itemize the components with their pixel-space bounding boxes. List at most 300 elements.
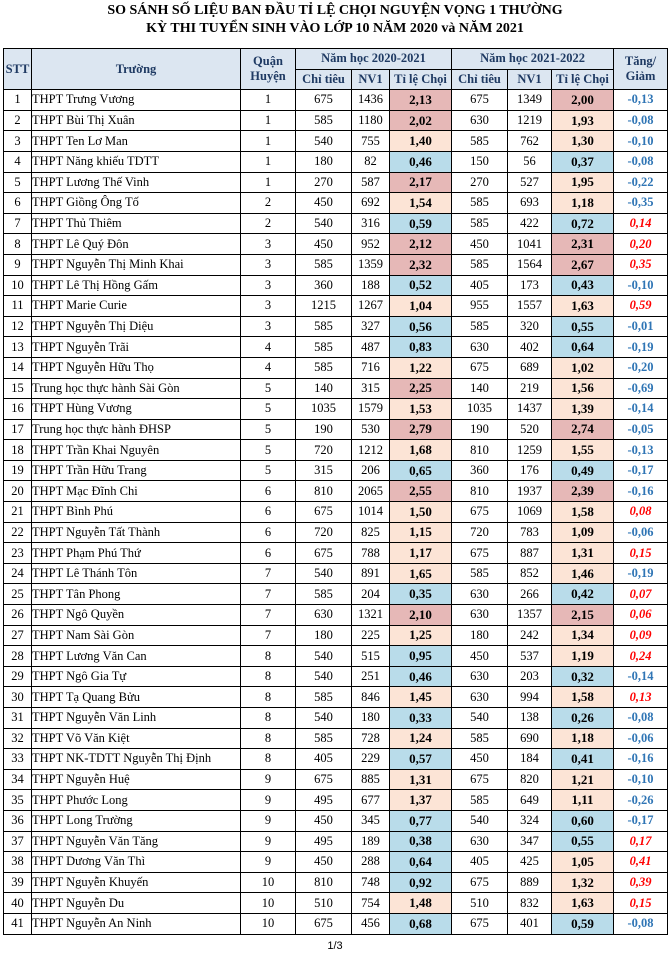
table-row [4, 646, 668, 667]
page-number: 1/3 [327, 940, 343, 952]
district: 4 [241, 357, 296, 378]
row-stt: 31 [4, 708, 32, 729]
header-ratio-2020: Tỉ lệ Chọi [390, 69, 452, 90]
ratio-2021: 1,30 [552, 131, 614, 152]
nv1-2021: 138 [508, 708, 552, 729]
ratio-2020: 1,50 [390, 502, 452, 523]
quota-2021: 405 [452, 275, 508, 296]
ratio-2021: 0,32 [552, 666, 614, 687]
school-name: THPT Nguyễn Văn Tăng [32, 831, 241, 852]
nv1-2021: 1357 [508, 605, 552, 626]
ratio-2021: 2,74 [552, 419, 614, 440]
table-row [4, 419, 668, 440]
table-row [4, 110, 668, 131]
row-stt: 33 [4, 749, 32, 770]
row-stt: 29 [4, 666, 32, 687]
nv1-2020: 251 [352, 666, 390, 687]
district: 6 [241, 502, 296, 523]
quota-2021: 585 [452, 254, 508, 275]
ratio-2020: 0,68 [390, 913, 452, 934]
quota-2020: 675 [296, 543, 352, 564]
nv1-2020: 754 [352, 893, 390, 914]
row-stt: 9 [4, 254, 32, 275]
row-stt: 34 [4, 769, 32, 790]
table-row [4, 584, 668, 605]
quota-2021: 630 [452, 831, 508, 852]
table-body [4, 90, 668, 934]
district: 6 [241, 522, 296, 543]
quota-2021: 630 [452, 605, 508, 626]
quota-2021: 675 [452, 502, 508, 523]
quota-2021: 675 [452, 769, 508, 790]
change-value: -0,06 [614, 522, 668, 543]
school-name: THPT Tân Phong [32, 584, 241, 605]
quota-2021: 955 [452, 296, 508, 317]
row-stt: 10 [4, 275, 32, 296]
document-title-line2: KỲ THI TUYỂN SINH VÀO LỚP 10 NĂM 2020 và NĂM 2021 [146, 21, 524, 36]
nv1-2020: 82 [352, 151, 390, 172]
quota-2021: 585 [452, 563, 508, 584]
ratio-2020: 2,02 [390, 110, 452, 131]
quota-2020: 675 [296, 502, 352, 523]
header-nv1-2021: NV1 [508, 69, 552, 90]
district: 10 [241, 913, 296, 934]
header-quota-2021: Chỉ tiêu [452, 69, 508, 90]
nv1-2020: 952 [352, 234, 390, 255]
quota-2021: 675 [452, 543, 508, 564]
quota-2021: 585 [452, 213, 508, 234]
nv1-2020: 225 [352, 625, 390, 646]
school-name: THPT Phạm Phú Thứ [32, 543, 241, 564]
ratio-2021: 1,55 [552, 440, 614, 461]
nv1-2020: 1212 [352, 440, 390, 461]
nv1-2020: 1267 [352, 296, 390, 317]
ratio-2021: 2,31 [552, 234, 614, 255]
nv1-2020: 204 [352, 584, 390, 605]
change-value: -0,19 [614, 563, 668, 584]
table-row [4, 790, 668, 811]
row-stt: 32 [4, 728, 32, 749]
ratio-2020: 0,52 [390, 275, 452, 296]
quota-2021: 630 [452, 337, 508, 358]
ratio-2020: 1,24 [390, 728, 452, 749]
ratio-2021: 1,18 [552, 193, 614, 214]
change-value: -0,20 [614, 357, 668, 378]
nv1-2020: 456 [352, 913, 390, 934]
nv1-2021: 889 [508, 872, 552, 893]
ratio-2021: 2,39 [552, 481, 614, 502]
ratio-2020: 1,53 [390, 399, 452, 420]
change-value: 0,39 [614, 872, 668, 893]
change-value: 0,41 [614, 852, 668, 873]
header-nv1-2020: NV1 [352, 69, 390, 90]
change-value: -0,08 [614, 151, 668, 172]
quota-2021: 810 [452, 440, 508, 461]
row-stt: 37 [4, 831, 32, 852]
nv1-2021: 820 [508, 769, 552, 790]
school-name: THPT Năng khiếu TDTT [32, 151, 241, 172]
district: 6 [241, 481, 296, 502]
quota-2020: 585 [296, 337, 352, 358]
ratio-2021: 0,42 [552, 584, 614, 605]
school-name: THPT Nguyễn Thị Diệu [32, 316, 241, 337]
quota-2021: 540 [452, 708, 508, 729]
table-row [4, 831, 668, 852]
change-value: 0,06 [614, 605, 668, 626]
quota-2021: 150 [452, 151, 508, 172]
quota-2021: 585 [452, 316, 508, 337]
ratio-2021: 1,02 [552, 357, 614, 378]
quota-2020: 510 [296, 893, 352, 914]
quota-2020: 180 [296, 151, 352, 172]
header-change: Tăng/ Giảm [614, 49, 668, 90]
quota-2020: 1215 [296, 296, 352, 317]
nv1-2020: 315 [352, 378, 390, 399]
school-name: THPT Phước Long [32, 790, 241, 811]
quota-2021: 190 [452, 419, 508, 440]
table-row [4, 728, 668, 749]
district: 1 [241, 110, 296, 131]
district: 9 [241, 852, 296, 873]
table-row [4, 543, 668, 564]
nv1-2020: 1180 [352, 110, 390, 131]
change-value: -0,06 [614, 728, 668, 749]
table-row [4, 337, 668, 358]
header-quota-2020: Chỉ tiêu [296, 69, 352, 90]
ratio-2021: 2,00 [552, 90, 614, 111]
row-stt: 35 [4, 790, 32, 811]
table-row [4, 749, 668, 770]
quota-2021: 675 [452, 872, 508, 893]
school-name: THPT Nguyễn Trãi [32, 337, 241, 358]
table-row [4, 893, 668, 914]
quota-2021: 450 [452, 749, 508, 770]
school-name: THPT Nguyễn Hữu Thọ [32, 357, 241, 378]
row-stt: 19 [4, 460, 32, 481]
row-stt: 5 [4, 172, 32, 193]
nv1-2020: 1014 [352, 502, 390, 523]
district: 5 [241, 378, 296, 399]
ratio-2020: 1,25 [390, 625, 452, 646]
quota-2020: 810 [296, 481, 352, 502]
table-row [4, 522, 668, 543]
change-value: -0,17 [614, 810, 668, 831]
ratio-2021: 1,58 [552, 502, 614, 523]
table-row [4, 193, 668, 214]
ratio-2020: 1,17 [390, 543, 452, 564]
ratio-2021: 0,64 [552, 337, 614, 358]
ratio-2020: 2,55 [390, 481, 452, 502]
ratio-2020: 2,13 [390, 90, 452, 111]
ratio-2021: 2,67 [552, 254, 614, 275]
district: 7 [241, 584, 296, 605]
district: 8 [241, 666, 296, 687]
change-value: -0,08 [614, 708, 668, 729]
nv1-2021: 1219 [508, 110, 552, 131]
quota-2020: 585 [296, 357, 352, 378]
table-row [4, 131, 668, 152]
ratio-2021: 0,72 [552, 213, 614, 234]
nv1-2020: 180 [352, 708, 390, 729]
change-value: -0,26 [614, 790, 668, 811]
district: 5 [241, 440, 296, 461]
quota-2020: 675 [296, 913, 352, 934]
nv1-2020: 1436 [352, 90, 390, 111]
district: 3 [241, 316, 296, 337]
ratio-2020: 1,04 [390, 296, 452, 317]
ratio-2021: 0,55 [552, 316, 614, 337]
row-stt: 41 [4, 913, 32, 934]
quota-2020: 540 [296, 563, 352, 584]
change-value: 0,59 [614, 296, 668, 317]
quota-2021: 405 [452, 852, 508, 873]
quota-2020: 360 [296, 275, 352, 296]
nv1-2021: 422 [508, 213, 552, 234]
nv1-2020: 188 [352, 275, 390, 296]
quota-2021: 720 [452, 522, 508, 543]
table-row [4, 605, 668, 626]
nv1-2020: 825 [352, 522, 390, 543]
nv1-2021: 690 [508, 728, 552, 749]
ratio-2020: 0,46 [390, 666, 452, 687]
change-value: -0,05 [614, 419, 668, 440]
ratio-2020: 0,59 [390, 213, 452, 234]
school-name: THPT Trần Khai Nguyên [32, 440, 241, 461]
quota-2021: 585 [452, 131, 508, 152]
ratio-2021: 1,05 [552, 852, 614, 873]
ratio-2021: 1,63 [552, 296, 614, 317]
ratio-2020: 0,77 [390, 810, 452, 831]
nv1-2020: 229 [352, 749, 390, 770]
nv1-2021: 401 [508, 913, 552, 934]
table-row [4, 852, 668, 873]
table-row [4, 625, 668, 646]
nv1-2021: 1557 [508, 296, 552, 317]
school-name: THPT Lương Thế Vinh [32, 172, 241, 193]
nv1-2021: 402 [508, 337, 552, 358]
district: 6 [241, 543, 296, 564]
ratio-2020: 0,57 [390, 749, 452, 770]
nv1-2021: 783 [508, 522, 552, 543]
quota-2021: 630 [452, 687, 508, 708]
quota-2021: 585 [452, 728, 508, 749]
header-district: Quận Huyện [241, 49, 296, 90]
row-stt: 27 [4, 625, 32, 646]
quota-2021: 630 [452, 666, 508, 687]
district: 10 [241, 872, 296, 893]
ratio-2021: 2,15 [552, 605, 614, 626]
ratio-2020: 2,10 [390, 605, 452, 626]
change-value: 0,15 [614, 893, 668, 914]
quota-2020: 585 [296, 687, 352, 708]
table-row [4, 810, 668, 831]
ratio-2021: 1,09 [552, 522, 614, 543]
table-row [4, 399, 668, 420]
school-name: THPT Giồng Ông Tố [32, 193, 241, 214]
table-row [4, 172, 668, 193]
quota-2020: 190 [296, 419, 352, 440]
district: 7 [241, 605, 296, 626]
row-stt: 12 [4, 316, 32, 337]
ratio-2021: 0,60 [552, 810, 614, 831]
nv1-2021: 689 [508, 357, 552, 378]
nv1-2020: 1321 [352, 605, 390, 626]
quota-2021: 140 [452, 378, 508, 399]
nv1-2020: 755 [352, 131, 390, 152]
ratio-2021: 1,46 [552, 563, 614, 584]
quota-2021: 180 [452, 625, 508, 646]
nv1-2021: 994 [508, 687, 552, 708]
row-stt: 1 [4, 90, 32, 111]
header-year-2020: Năm học 2020-2021 [296, 49, 452, 70]
ratio-2021: 0,26 [552, 708, 614, 729]
quota-2020: 720 [296, 440, 352, 461]
row-stt: 26 [4, 605, 32, 626]
quota-2020: 450 [296, 234, 352, 255]
ratio-2020: 1,37 [390, 790, 452, 811]
table-row [4, 378, 668, 399]
school-name: THPT Dương Văn Thì [32, 852, 241, 873]
table-row [4, 90, 668, 111]
ratio-2020: 0,92 [390, 872, 452, 893]
nv1-2020: 487 [352, 337, 390, 358]
row-stt: 21 [4, 502, 32, 523]
row-stt: 24 [4, 563, 32, 584]
quota-2020: 810 [296, 872, 352, 893]
nv1-2021: 832 [508, 893, 552, 914]
nv1-2021: 242 [508, 625, 552, 646]
change-value: -0,16 [614, 749, 668, 770]
ratio-2021: 0,49 [552, 460, 614, 481]
ratio-2021: 1,56 [552, 378, 614, 399]
school-name: THPT Lê Quý Đôn [32, 234, 241, 255]
nv1-2021: 320 [508, 316, 552, 337]
school-name: THPT Nguyễn Khuyến [32, 872, 241, 893]
district: 8 [241, 708, 296, 729]
nv1-2021: 184 [508, 749, 552, 770]
quota-2020: 405 [296, 749, 352, 770]
table-row [4, 357, 668, 378]
nv1-2021: 56 [508, 151, 552, 172]
district: 1 [241, 90, 296, 111]
school-name: THPT Nguyễn Du [32, 893, 241, 914]
quota-2020: 540 [296, 646, 352, 667]
row-stt: 14 [4, 357, 32, 378]
quota-2020: 450 [296, 810, 352, 831]
header-school: Trường [32, 49, 241, 90]
quota-2021: 360 [452, 460, 508, 481]
nv1-2021: 520 [508, 419, 552, 440]
header-stt: STT [4, 49, 32, 90]
change-value: 0,20 [614, 234, 668, 255]
quota-2020: 675 [296, 90, 352, 111]
ratio-2020: 0,33 [390, 708, 452, 729]
quota-2020: 180 [296, 625, 352, 646]
ratio-2021: 1,31 [552, 543, 614, 564]
table-row [4, 440, 668, 461]
quota-2020: 630 [296, 605, 352, 626]
quota-2021: 510 [452, 893, 508, 914]
comparison-table [3, 48, 668, 935]
quota-2020: 585 [296, 254, 352, 275]
ratio-2021: 0,41 [552, 749, 614, 770]
school-name: THPT Võ Văn Kiệt [32, 728, 241, 749]
row-stt: 2 [4, 110, 32, 131]
change-value: -0,13 [614, 440, 668, 461]
nv1-2021: 425 [508, 852, 552, 873]
quota-2021: 675 [452, 357, 508, 378]
table-row [4, 275, 668, 296]
row-stt: 38 [4, 852, 32, 873]
change-value: 0,35 [614, 254, 668, 275]
school-name: THPT Nguyễn Huệ [32, 769, 241, 790]
quota-2020: 315 [296, 460, 352, 481]
school-name: THPT Nguyễn Tất Thành [32, 522, 241, 543]
change-value: -0,69 [614, 378, 668, 399]
nv1-2021: 1564 [508, 254, 552, 275]
district: 9 [241, 790, 296, 811]
change-value: 0,13 [614, 687, 668, 708]
school-name: Trung học thực hành Sài Gòn [32, 378, 241, 399]
district: 5 [241, 419, 296, 440]
district: 3 [241, 296, 296, 317]
nv1-2021: 1937 [508, 481, 552, 502]
change-value: -0,19 [614, 337, 668, 358]
change-value: 0,14 [614, 213, 668, 234]
district: 8 [241, 646, 296, 667]
nv1-2021: 173 [508, 275, 552, 296]
ratio-2020: 0,35 [390, 584, 452, 605]
quota-2020: 540 [296, 213, 352, 234]
quota-2021: 810 [452, 481, 508, 502]
ratio-2020: 2,12 [390, 234, 452, 255]
district: 3 [241, 254, 296, 275]
nv1-2021: 1069 [508, 502, 552, 523]
district: 3 [241, 275, 296, 296]
row-stt: 40 [4, 893, 32, 914]
ratio-2020: 0,65 [390, 460, 452, 481]
ratio-2021: 0,59 [552, 913, 614, 934]
school-name: THPT Trưng Vương [32, 90, 241, 111]
row-stt: 13 [4, 337, 32, 358]
nv1-2021: 203 [508, 666, 552, 687]
district: 1 [241, 131, 296, 152]
ratio-2020: 1,22 [390, 357, 452, 378]
district: 4 [241, 337, 296, 358]
school-name: THPT Bùi Thị Xuân [32, 110, 241, 131]
quota-2020: 585 [296, 110, 352, 131]
table-row [4, 481, 668, 502]
nv1-2020: 1579 [352, 399, 390, 420]
table-row [4, 563, 668, 584]
nv1-2021: 1437 [508, 399, 552, 420]
school-name: THPT Nguyễn Văn Linh [32, 708, 241, 729]
ratio-2021: 1,58 [552, 687, 614, 708]
quota-2020: 540 [296, 666, 352, 687]
quota-2020: 585 [296, 584, 352, 605]
ratio-2020: 2,32 [390, 254, 452, 275]
change-value: 0,07 [614, 584, 668, 605]
row-stt: 16 [4, 399, 32, 420]
quota-2020: 270 [296, 172, 352, 193]
table-row [4, 769, 668, 790]
ratio-2021: 1,21 [552, 769, 614, 790]
nv1-2021: 1041 [508, 234, 552, 255]
quota-2021: 630 [452, 584, 508, 605]
nv1-2020: 788 [352, 543, 390, 564]
row-stt: 22 [4, 522, 32, 543]
quota-2021: 1035 [452, 399, 508, 420]
